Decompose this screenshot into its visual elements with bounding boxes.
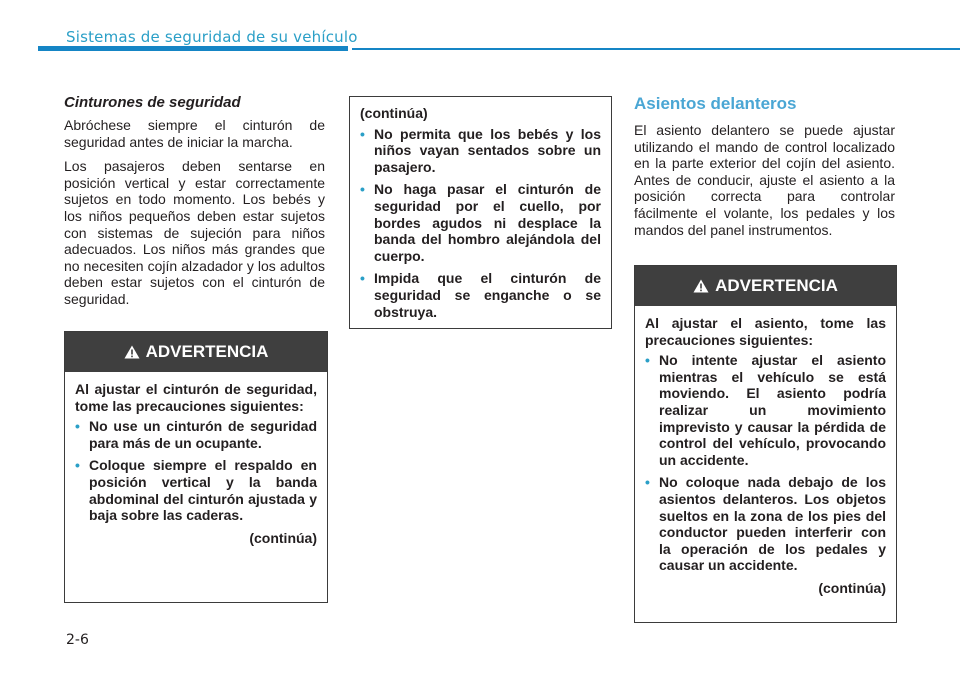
page-number: 2-6 (66, 632, 89, 648)
bullet-icon: • (360, 270, 365, 287)
list-item: • No permita que los bebés y los niños vayan sentados sobre un pasajero. (360, 125, 601, 175)
bullet-icon: • (360, 181, 365, 198)
warning-box-continued (349, 96, 612, 329)
header-rule-thick (38, 46, 348, 51)
warning-header (635, 266, 896, 306)
warning-list (75, 418, 317, 524)
bullet-icon: • (645, 352, 650, 369)
right-column (634, 94, 895, 246)
warning-title: ADVERTENCIA (145, 342, 269, 361)
header-rule-thin (352, 48, 960, 50)
warning-list (645, 352, 886, 574)
warning-body (635, 306, 896, 605)
bullet-icon: • (75, 457, 80, 474)
bullet-icon: • (75, 418, 80, 435)
continues-label: (continúa) (249, 529, 317, 546)
warning-box-seats (634, 265, 897, 623)
seatbelts-heading: Cinturones de seguridad (64, 94, 241, 111)
warning-intro: Al ajustar el cinturón de seguridad, tome las precauciones siguientes: (75, 381, 317, 414)
warning-body (350, 97, 611, 334)
list-item: • Impida que el cinturón de seguridad se enganche o se obstruya. (360, 270, 601, 320)
warning-header (65, 332, 327, 372)
left-column (64, 94, 325, 316)
warning-list (360, 126, 601, 321)
continued-label: (continúa) (360, 105, 428, 121)
warning-triangle-icon (693, 279, 709, 293)
list-item: • No haga pasar el cinturón de seguridad por el cuello, por bordes agudos ni desplace la banda del hombro alejándola del cuerpo. (360, 181, 601, 264)
warning-intro: Al ajustar el asiento, tome las precauciones siguientes: (645, 315, 886, 348)
bullet-icon: • (360, 125, 365, 142)
front-seats-heading: Asientos delanteros (634, 94, 797, 113)
paragraph: Abróchese siempre el cinturón de seguridad antes de iniciar la marcha. (64, 117, 325, 150)
list-item: • Coloque siempre el respaldo en posición vertical y la banda abdominal del cinturón ajustada y baja sobre las caderas. (75, 457, 317, 524)
list-item: • No intente ajustar el asiento mientras el vehículo se está moviendo. El asiento podría realizar un movimiento imprevisto y causar la pérdida de control del vehículo, provocando un accidente. (645, 352, 886, 468)
bullet-icon: • (645, 474, 650, 491)
section-header-title: Sistemas de seguridad de su vehículo (66, 28, 358, 46)
paragraph: El asiento delantero se puede ajustar utilizando el mando de control localizado en la parte exterior del cojín del asiento. Antes de conducir, ajuste el asiento a la posición correcta para controlar fácilmente el volante, los pedales y los mandos del panel instrumentos. (634, 122, 895, 238)
warning-body (65, 372, 327, 554)
list-item: • No use un cinturón de seguridad para más de un ocupante. (75, 418, 317, 451)
paragraph: Los pasajeros deben sentarse en posición vertical y estar correctamente sujetos en todo momento. Los bebés y los niños pequeños deben estar sujetos con sistemas de sujeción para niños adecuados. Los niños más grandes que no necesiten cojín alzadador y los adultos deben estar sujetos con el cinturón de seguridad. (64, 158, 325, 307)
list-item: • No coloque nada debajo de los asientos delanteros. Los objetos sueltos en la zona de los pies del conductor pueden interferir con la operación de los pedales y causar un accidente. (645, 474, 886, 574)
warning-triangle-icon (124, 345, 140, 359)
continues-label: (continúa) (818, 579, 886, 596)
warning-title: ADVERTENCIA (715, 276, 838, 295)
warning-box-seatbelts (64, 331, 328, 603)
